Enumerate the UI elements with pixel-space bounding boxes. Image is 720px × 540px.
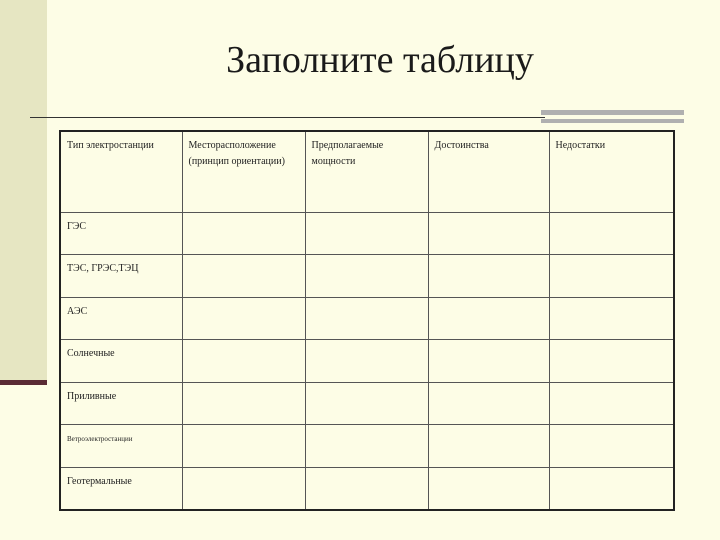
title-divider-accent-top [541,110,684,115]
table-cell[interactable] [182,467,305,510]
table-cell[interactable] [549,382,674,425]
power-plants-table [59,130,675,511]
table-cell[interactable] [428,467,549,510]
header-capacity: Предполагаемые мощности [305,131,428,212]
header-plant-type: Тип электростанции [60,131,182,212]
table-row [60,382,674,425]
header-advantages: Достоинства [428,131,549,212]
table-cell[interactable] [549,212,674,255]
table-cell[interactable] [428,382,549,425]
table-cell[interactable] [305,382,428,425]
table-cell[interactable] [305,297,428,340]
table-cell[interactable] [182,425,305,468]
row-label: Геотермальные [60,467,182,510]
table-cell[interactable] [428,212,549,255]
row-label: АЭС [60,297,182,340]
table-cell[interactable] [549,340,674,383]
row-label: ГЭС [60,212,182,255]
table-cell[interactable] [305,340,428,383]
row-label: Ветроэлектростанции [60,425,182,468]
table-cell[interactable] [428,340,549,383]
table-cell[interactable] [182,297,305,340]
table-row [60,212,674,255]
header-location: Месторасположение (принцип ориентации) [182,131,305,212]
table-row [60,425,674,468]
page-title: Заполните таблицу [226,39,534,81]
left-decorative-band [0,0,47,382]
table-cell[interactable] [428,297,549,340]
table-cell[interactable] [428,255,549,298]
table-row [60,467,674,510]
table-row [60,255,674,298]
table-header-row [60,131,674,212]
table-cell[interactable] [549,425,674,468]
table-cell[interactable] [182,255,305,298]
table-cell[interactable] [305,425,428,468]
header-disadvantages: Недостатки [549,131,674,212]
row-label: Приливные [60,382,182,425]
table-cell[interactable] [549,297,674,340]
table-cell[interactable] [549,467,674,510]
table-row [60,297,674,340]
title-divider [30,117,545,118]
table-cell[interactable] [305,467,428,510]
row-label: Солнечные [60,340,182,383]
table-cell[interactable] [428,425,549,468]
table-cell[interactable] [182,212,305,255]
table-cell[interactable] [549,255,674,298]
table-cell[interactable] [305,212,428,255]
table-row [60,340,674,383]
table-cell[interactable] [305,255,428,298]
left-accent-bar [0,380,47,385]
title-divider-accent-bottom [541,119,684,123]
table-cell[interactable] [182,382,305,425]
row-label: ТЭС, ГРЭС,ТЭЦ [60,255,182,298]
table-cell[interactable] [182,340,305,383]
